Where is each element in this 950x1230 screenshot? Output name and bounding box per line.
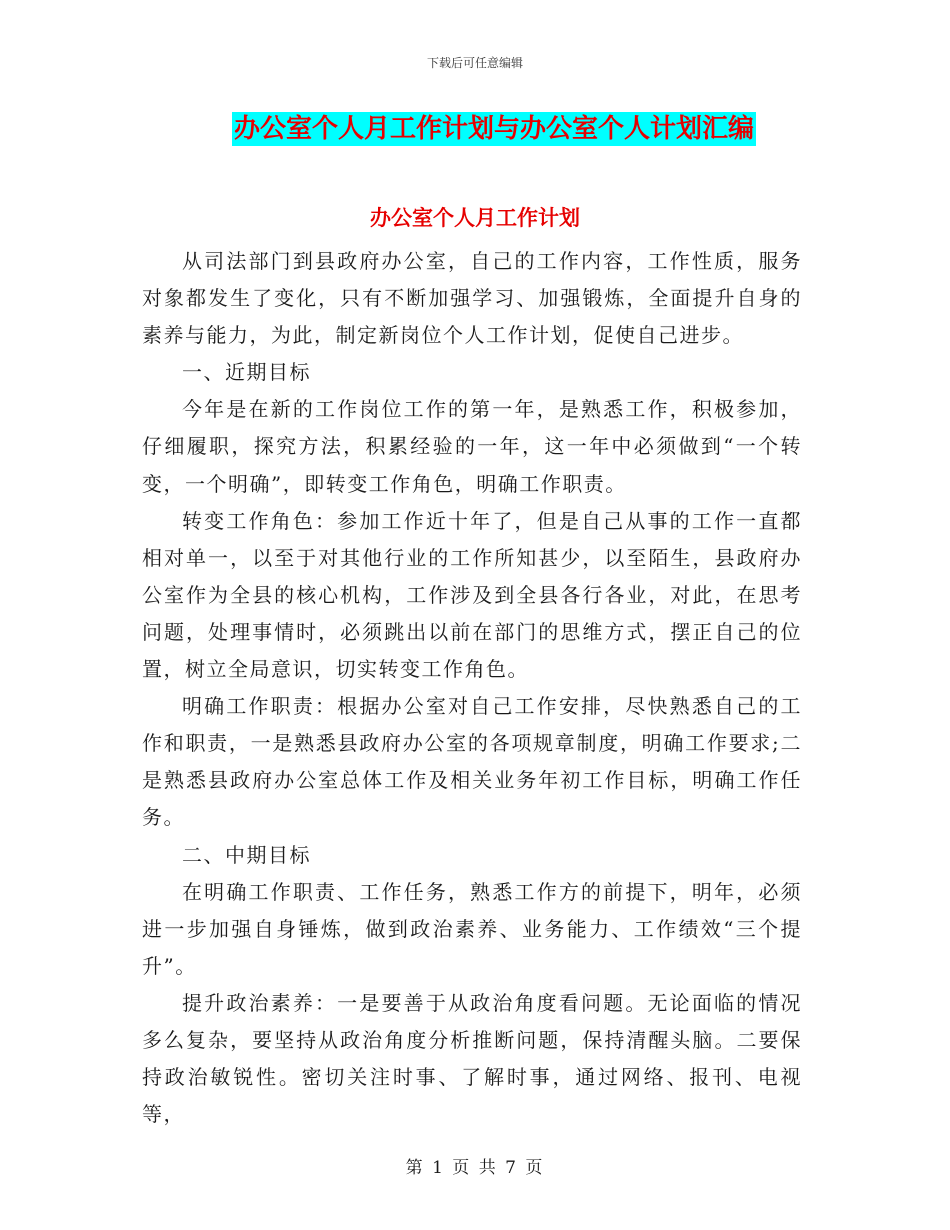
paragraph-three-improvements: 在明确工作职责、工作任务，熟悉工作方的前提下，明年，必须进一步加强自身锤炼，做到政治素养、业务能力、工作绩效“三个提升”。: [142, 879, 802, 978]
paragraph-intro: 从司法部门到县政府办公室，自己的工作内容，工作性质，服务对象都发生了变化，只有不断加强学习、加强锻炼，全面提升自身的素养与能力，为此，制定新岗位个人工作计划，促使自己进步。: [142, 249, 802, 348]
paragraph-political-quality: 提升政治素养：一是要善于从政治角度看问题。无论面临的情况多么复杂，要坚持从政治角度分析推断问题，保持清醒头脑。二要保持政治敏锐性。密切关注时事、了解时事，通过网络、报刊、电视等，: [142, 990, 802, 1127]
heading-mid-term-goals: 二、中期目标: [182, 842, 311, 867]
heading-short-term-goals: 一、近期目标: [182, 360, 311, 385]
paragraph-clarify-duties: 明确工作职责：根据办公室对自己工作安排，尽快熟悉自己的工作和职责，一是熟悉县政府办公室的各项规章制度，明确工作要求;二是熟悉县政府办公室总体工作及相关业务年初工作目标，明确工作任务。: [142, 694, 802, 830]
page-number-footer: 第 1 页 共 7 页: [405, 1158, 545, 1178]
document-body: [142, 243, 802, 1133]
paragraph-first-year: 今年是在新的工作岗位工作的第一年，是熟悉工作，积极参加，仔细履职，探究方法，积累经验的一年，这一年中必须做到“一个转变，一个明确”，即转变工作角色，明确工作职责。: [142, 397, 802, 496]
section-title: 办公室个人月工作计划: [370, 206, 580, 230]
document-main-title: 办公室个人月工作计划与办公室个人计划汇编: [234, 114, 755, 144]
paragraph-change-role: 转变工作角色：参加工作近十年了，但是自己从事的工作一直都相对单一，以至于对其他行业的工作所知甚少，以至陌生，县政府办公室作为全县的核心机构，工作涉及到全县各行各业，对此，在思考问题，处理事情时，必须跳出以前在部门的思维方式，摆正自己的位置，树立全局意识，切实转变工作角色。: [142, 508, 802, 682]
header-note: 下载后可任意编辑: [426, 56, 523, 70]
